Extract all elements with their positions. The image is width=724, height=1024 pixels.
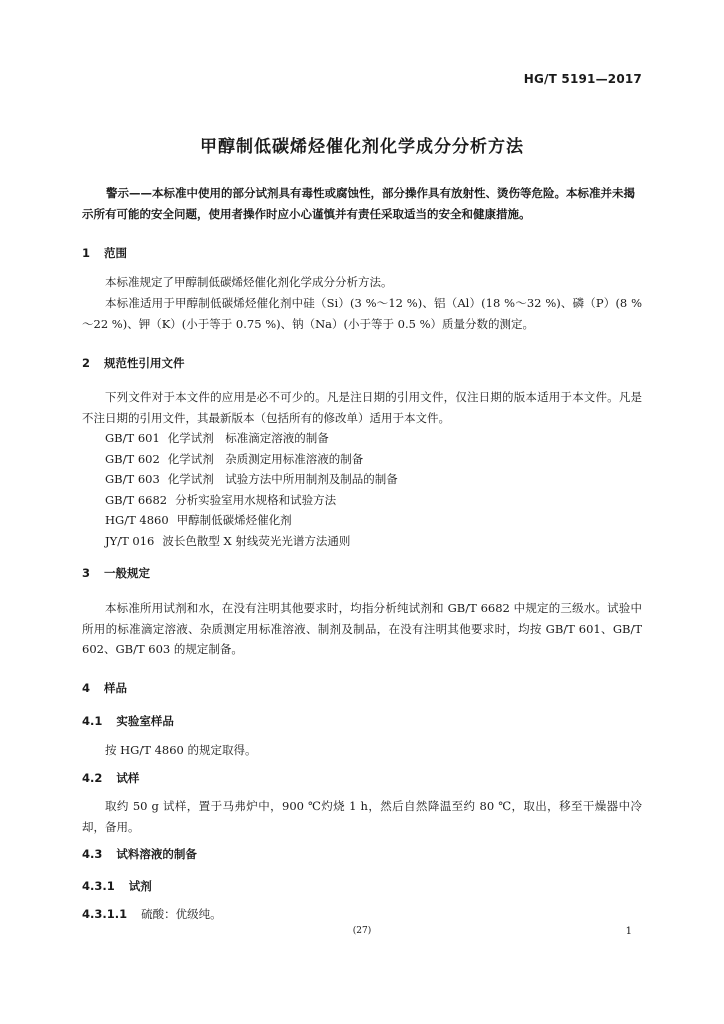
scope-paragraph-2: 本标准适用于甲醇制低碳烯烃催化剂中硅（Si）(3 %～12 %)、铝（Al）(18 %～32 %)、磷（P）(8 %～22 %)、钾（K）(小于等于 0.75 %)、钠（Na）(小于等于 0.5 %）质量分数的测定。 — [82, 296, 642, 331]
reference-code: GB/T 6682 — [105, 492, 168, 507]
section-4-2-heading — [82, 770, 139, 786]
footer-sequence-number: (27) — [352, 926, 372, 936]
scope-paragraph-1: 本标准规定了甲醇制低碳烯烃催化剂化学成分分析方法。 — [105, 275, 393, 289]
reference-title: 化学试剂 标准滴定溶液的制备 — [167, 431, 329, 445]
section-title: 样品 — [104, 681, 128, 695]
general-provisions-paragraph: 本标准所用试剂和水，在没有注明其他要求时，均指分析纯试剂和 GB/T 6682 中规定的三级水。试验中所用的标准滴定溶液、杂质测定用标准溶液、制剂及制品，在没有注明其他要求时，均按 GB/T 601、GB/T 602、GB/T 603 的规定制备。 — [82, 601, 642, 656]
reference-item — [105, 449, 398, 470]
section-number: 3 — [82, 566, 91, 580]
reference-item — [105, 469, 398, 490]
warning-paragraph: 警示——本标准中使用的部分试剂具有毒性或腐蚀性，部分操作具有放射性、烫伤等危险。本标准并未揭示所有可能的安全问题，使用者操作时应小心谨慎并有责任采取适当的安全和健康措施。 — [82, 186, 635, 221]
section-2-heading — [82, 355, 185, 371]
reference-title: 化学试剂 杂质测定用标准溶液的制备 — [167, 451, 364, 466]
section-title: 实验室样品 — [116, 714, 174, 728]
reference-item — [105, 490, 398, 511]
test-sample-paragraph: 取约 50 g 试样，置于马弗炉中，900 ℃灼烧 1 h，然后自然降温至约 80 ℃，取出，移至干燥器中冷却，备用。 — [82, 799, 642, 834]
reference-code: JY/T 016 — [105, 533, 155, 548]
clause-text: 硫酸：优级纯。 — [141, 907, 222, 921]
reference-title: 波长色散型 X 射线荧光光谱方法通则 — [162, 533, 351, 548]
standard-code: HG/T 5191—2017 — [523, 72, 642, 86]
reference-list — [105, 428, 398, 551]
section-4-heading — [82, 680, 127, 696]
section-number: 4.3 — [82, 847, 103, 861]
reference-code: GB/T 603 — [105, 472, 160, 486]
section-number: 1 — [82, 246, 91, 260]
reference-title: 化学试剂 试验方法中所用制剂及制品的制备 — [167, 472, 398, 486]
section-1-heading — [82, 245, 127, 261]
reference-code: GB/T 602 — [105, 451, 160, 466]
section-title: 试料溶液的制备 — [116, 847, 197, 861]
section-title: 试剂 — [128, 879, 152, 893]
section-4-3-1-heading — [82, 878, 152, 894]
section-4-3-heading — [82, 846, 197, 862]
section-title: 规范性引用文件 — [104, 356, 185, 370]
lab-sample-paragraph: 按 HG/T 4860 的规定取得。 — [105, 743, 257, 757]
section-number: 4.3.1 — [82, 879, 115, 893]
section-number: 2 — [82, 356, 91, 370]
reference-item — [105, 510, 398, 531]
section-number: 4.1 — [82, 714, 103, 728]
section-title: 一般规定 — [104, 566, 151, 580]
section-3-heading — [82, 565, 150, 581]
section-title: 范围 — [104, 246, 128, 260]
section-number: 4.2 — [82, 771, 103, 785]
reference-code: GB/T 601 — [105, 431, 160, 445]
reference-title: 甲醇制低碳烯烃催化剂 — [176, 513, 292, 527]
document-title: 甲醇制低碳烯烃催化剂化学成分分析方法 — [200, 137, 524, 157]
section-number: 4.3.1.1 — [82, 907, 128, 921]
reference-item — [105, 428, 398, 449]
references-intro: 下列文件对于本文件的应用是必不可少的。凡是注日期的引用文件，仅注日期的版本适用于本文件。凡是不注日期的引用文件，其最新版本（包括所有的修改单）适用于本文件。 — [82, 390, 642, 425]
reference-title: 分析实验室用水规格和试验方法 — [175, 492, 337, 507]
page-number: 1 — [625, 926, 632, 937]
section-title: 试样 — [116, 771, 140, 785]
reference-item — [105, 531, 398, 552]
section-4-3-1-1-line — [82, 906, 222, 922]
reference-code: HG/T 4860 — [105, 513, 169, 527]
section-4-1-heading — [82, 713, 174, 729]
section-number: 4 — [82, 681, 91, 695]
